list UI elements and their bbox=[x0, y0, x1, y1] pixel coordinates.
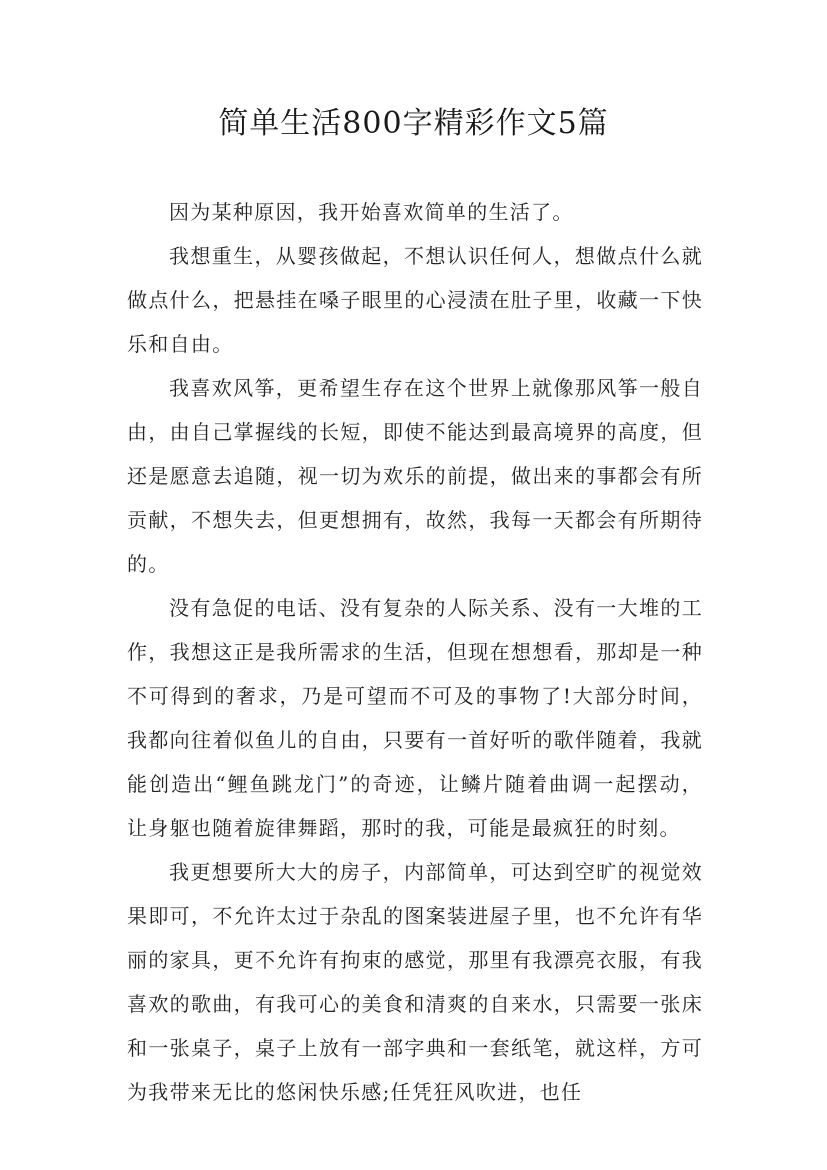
document-body bbox=[127, 190, 703, 1114]
paragraph-2: 我想重生，从婴孩做起，不想认识任何人，想做点什么就做点什么，把悬挂在嗓子眼里的心浸渍在肚子里，收藏一下快乐和自由。 bbox=[127, 244, 703, 356]
paragraph-5: 我更想要所大大的房子，内部简单，可达到空旷的视觉效果即可，不允许太过于杂乱的图案装进屋子里，也不允许有华丽的家具，更不允许有拘束的感觉，那里有我漂亮衣服，有我喜欢的歌曲，有我可心的美食和清爽的自来水，只需要一张床和一张桌子，桌子上放有一部字典和一套纸笔，就这样，方可为我带来无比的悠闲快乐感;任凭狂风吹进，也任 bbox=[127, 860, 703, 1104]
paragraph-4: 没有急促的电话、没有复杂的人际关系、没有一大堆的工作，我想这正是我所需求的生活，但现在想想看，那却是一种不可得到的奢求，乃是可望而不可及的事物了!大部分时间，我都向往着似鱼儿的自由，只要有一首好听的歌伴随着，我就能创造出“鲤鱼跳龙门”的奇迹，让鳞片随着曲调一起摆动，让身躯也随着旋律舞蹈，那时的我，可能是最疯狂的时刻。 bbox=[127, 596, 703, 840]
document-title: 简单生活800字精彩作文5篇 bbox=[218, 106, 609, 141]
paragraph-1: 因为某种原因，我开始喜欢简单的生活了。 bbox=[169, 200, 574, 224]
paragraph-3: 我喜欢风筝，更希望生存在这个世界上就像那风筝一般自由，由自己掌握线的长短，即使不能达到最高境界的高度，但还是愿意去追随，视一切为欢乐的前提，做出来的事都会有所贡献，不想失去，但更想拥有，故然，我每一天都会有所期待的。 bbox=[127, 376, 703, 576]
